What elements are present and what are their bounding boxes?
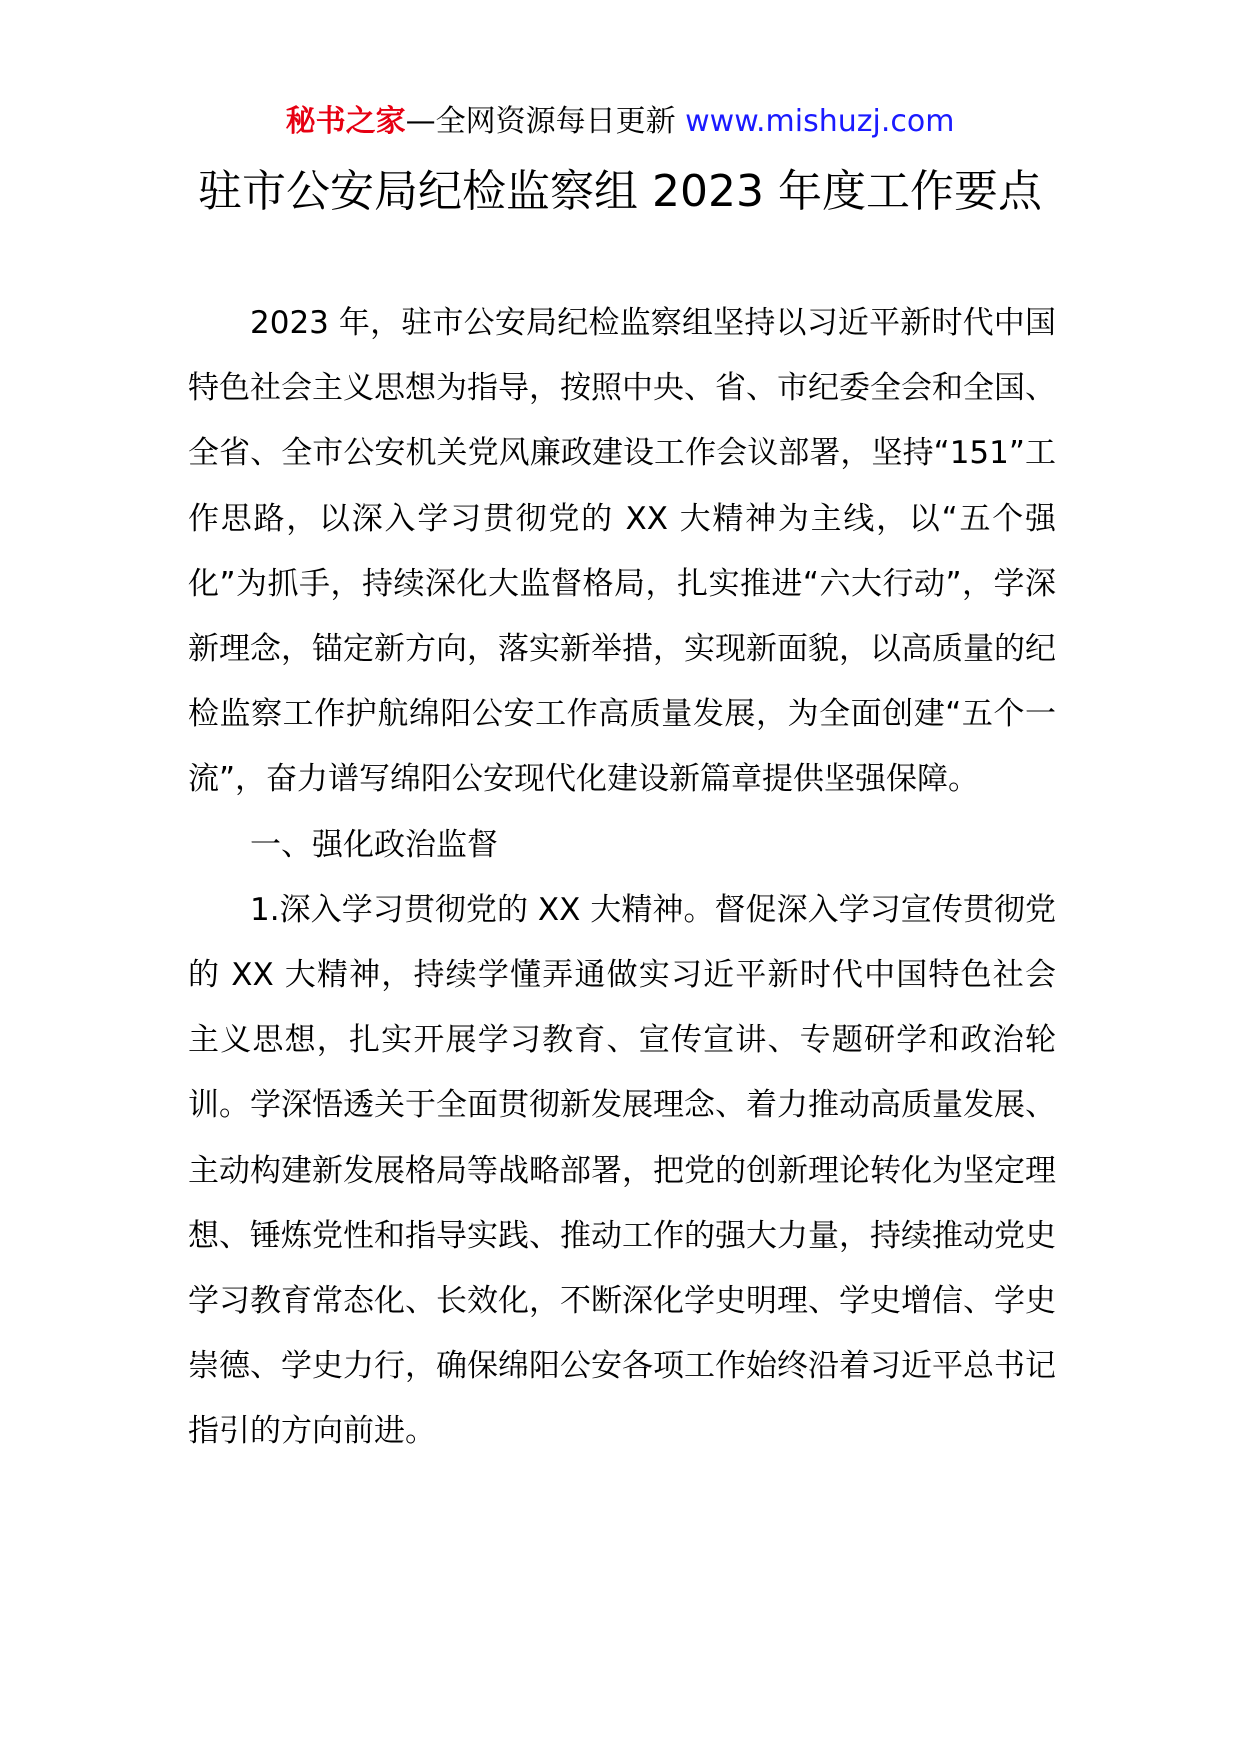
intro-paragraph: 2023 年，驻市公安局纪检监察组坚持以习近平新时代中国特色社会主义思想为指导，按照中央、省、市纪委全会和全国、全省、全市公安机关党风廉政建设工作会议部署，坚持“151”工作思路，以深入学习贯彻党的 XX 大精神为主线，以“五个强化”为抓手，持续深化大监督格局，扎实推进“六大行动”，学深新理念，锚定新方向，落实新举措，实现新面貌，以高质量的纪检监察工作护航绵阳公安工作高质量发展，为全面创建“五个一流”，奋力谱写绵阳公安现代化建设新篇章提供坚强保障。 [188,305,1056,798]
item-paragraph: 1.深入学习贯彻党的 XX 大精神。督促深入学习宣传贯彻党的 XX 大精神，持续学懂弄通做实习近平新时代中国特色社会主义思想，扎实开展学习教育、宣传宣讲、专题研学和政治轮训。学深悟透关于全面贯彻新发展理念、着力推动高质量发展、主动构建新发展格局等战略部署，把党的创新理论转化为坚定理想、锤炼党性和指导实践、推动工作的强大力量，持续推动党史学习教育常态化、长效化，不断深化学史明理、学史增信、学史崇德、学史力行，确保绵阳公安各项工作始终沿着习近平总书记指引的方向前进。 [188,891,1056,1450]
site-header [0,102,1240,142]
site-url-link[interactable]: www.mishuzj.com [685,104,955,139]
site-brand: 秘书之家 [285,104,406,139]
document-title: 驻市公安局纪检监察组 2023 年度工作要点 [198,166,1042,217]
section-heading: 一、强化政治监督 [250,826,498,863]
site-tagline: —全网资源每日更新 [405,104,676,139]
document-body [188,291,1056,1465]
